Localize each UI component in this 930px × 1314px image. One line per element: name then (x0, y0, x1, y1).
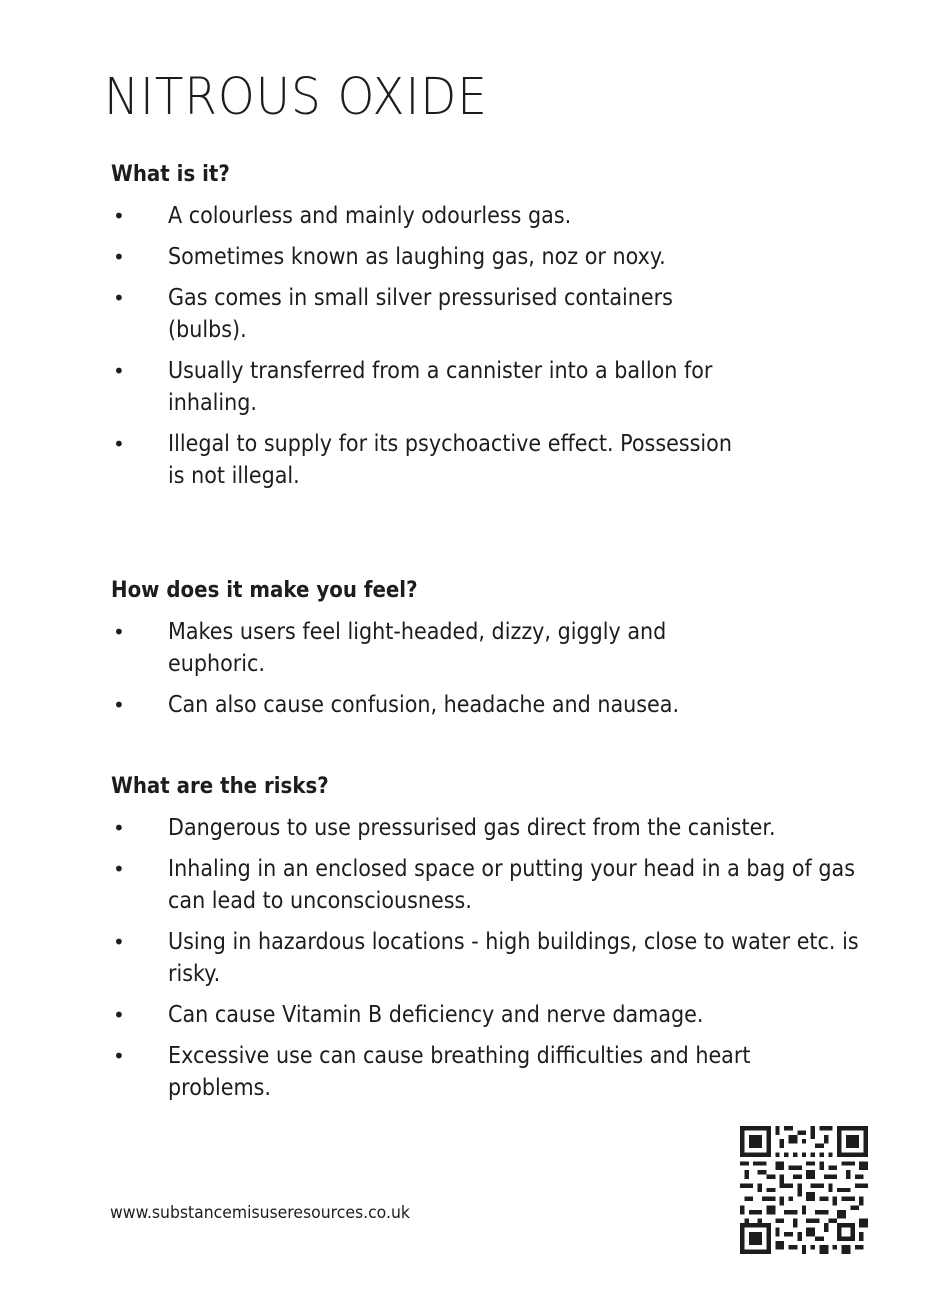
bullet-icon: • (113, 857, 125, 881)
bullet-icon: • (113, 693, 125, 717)
list-item: • Makes users feel light-headed, dizzy, giggly and euphoric. (111, 616, 758, 680)
bullet-icon: • (113, 204, 125, 228)
bullet-icon: • (113, 432, 125, 456)
qr-code-icon (740, 1126, 868, 1254)
section-how-feel (111, 576, 831, 730)
bullet-icon: • (113, 245, 125, 269)
section-risks (111, 772, 859, 1113)
bullet-icon: • (113, 359, 125, 383)
bullet-icon: • (113, 816, 125, 840)
bullet-list (111, 200, 831, 492)
section-heading: What are the risks? (111, 774, 329, 799)
list-item: • Excessive use can cause breathing difficulties and heart problems. (111, 1040, 838, 1104)
list-item: • Can cause Vitamin B deficiency and nerve damage. (111, 999, 888, 1031)
list-item: • Dangerous to use pressurised gas direct from the canister. (111, 812, 828, 844)
list-item: • Illegal to supply for its psychoactive effect. Possession is not illegal. (111, 428, 748, 492)
bullet-icon: • (113, 1044, 125, 1068)
bullet-icon: • (113, 620, 125, 644)
list-item: • Inhaling in an enclosed space or putting your head in a bag of gas can lead to unconsciousness. (111, 853, 888, 917)
bullet-icon: • (113, 1003, 125, 1027)
list-item: • Sometimes known as laughing gas, noz or noxy. (111, 241, 748, 273)
bullet-list (111, 812, 859, 1104)
section-heading: How does it make you feel? (111, 578, 418, 603)
list-item: • A colourless and mainly odourless gas. (111, 200, 748, 232)
section-heading: What is it? (111, 162, 230, 187)
list-item: • Using in hazardous locations - high buildings, close to water etc. is risky. (111, 926, 888, 990)
bullet-icon: • (113, 286, 125, 310)
bullet-list (111, 616, 831, 721)
footer-website-link[interactable]: www.substancemisuseresources.co.uk (110, 1203, 410, 1223)
list-item: • Gas comes in small silver pressurised containers (bulbs). (111, 282, 748, 346)
page-title: NITROUS OXIDE (104, 68, 488, 127)
section-what-is-it (111, 160, 831, 501)
list-item: • Can also cause confusion, headache and nausea. (111, 689, 828, 721)
bullet-icon: • (113, 930, 125, 954)
list-item: • Usually transferred from a cannister into a ballon for inhaling. (111, 355, 748, 419)
